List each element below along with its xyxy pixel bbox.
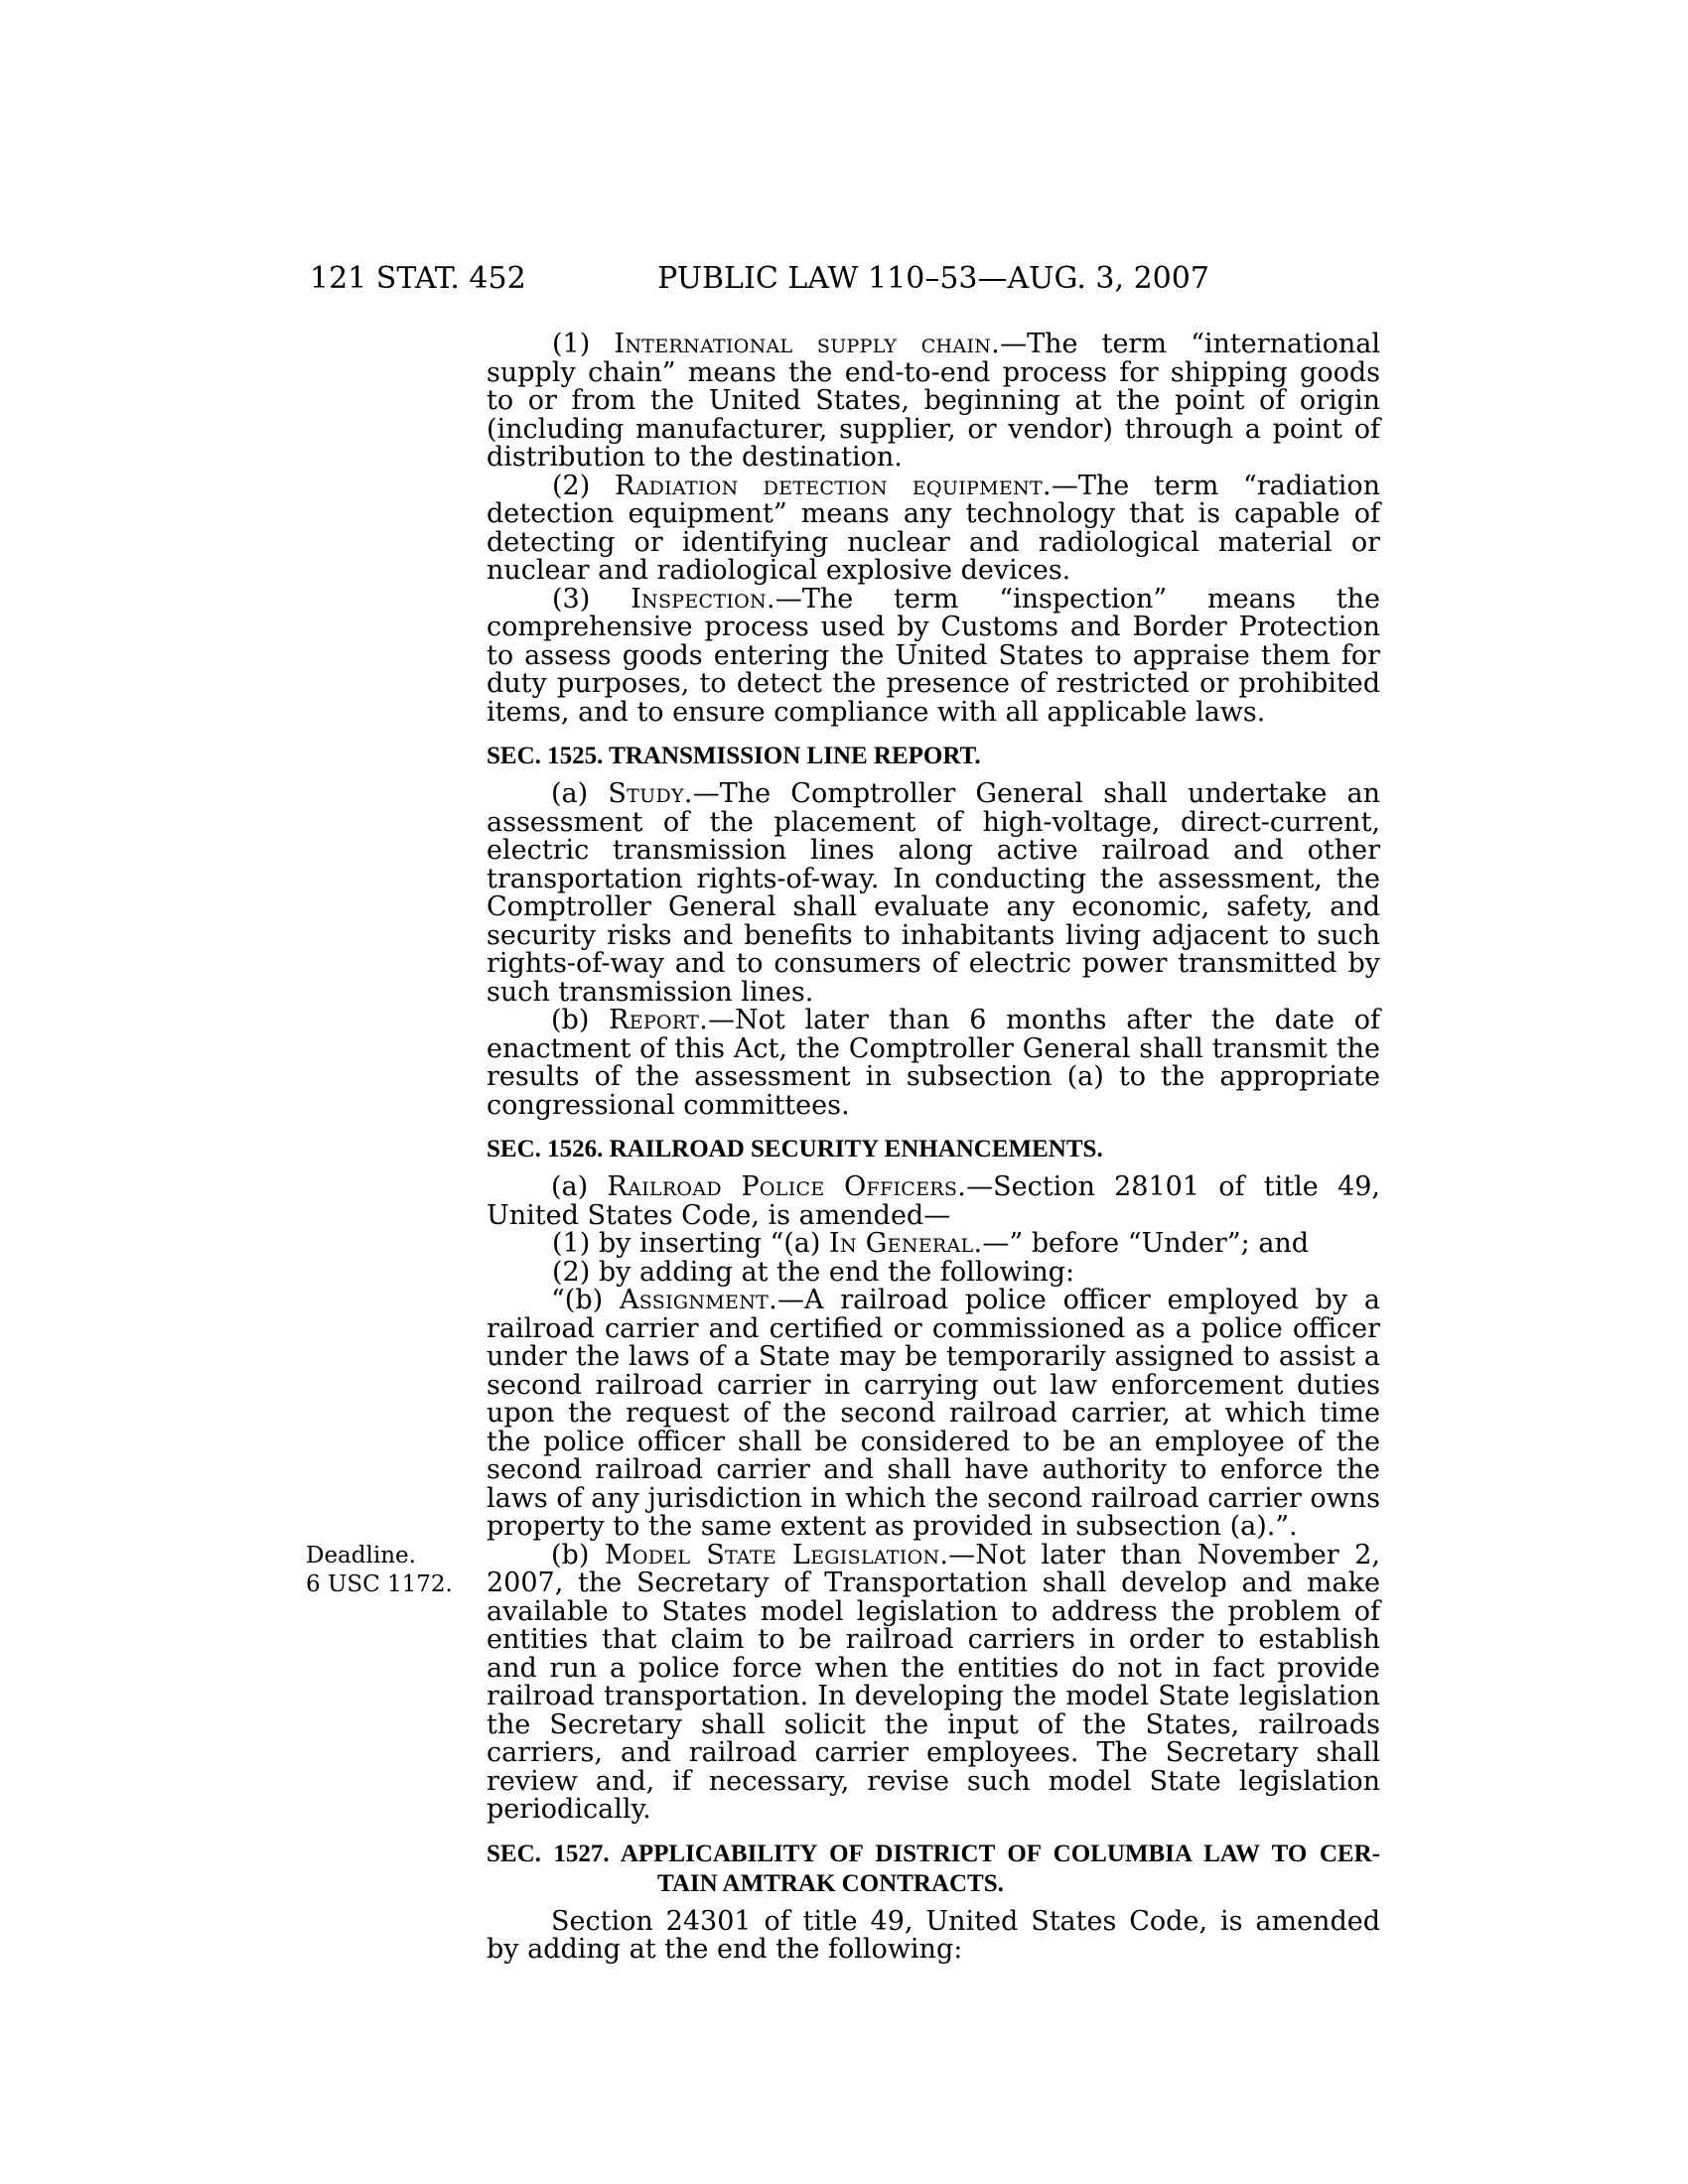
para-body-text: —The term “radiation detection equipment” means any technology that is capable of detecting or identifying nuclear and radiological material or nuclear and radiological explosive devices. bbox=[487, 470, 1380, 586]
heading-sec-1526: SEC. 1526. RAILROAD SECURITY ENHANCEMENTS. bbox=[487, 1136, 1103, 1162]
para-1526a-railroad-police-officers bbox=[487, 1173, 1380, 1230]
para-def-inspection bbox=[487, 583, 1381, 728]
subsection-term-small-caps: Report. bbox=[609, 1005, 708, 1035]
margin-note-deadline: Deadline. bbox=[306, 1542, 416, 1569]
para-1525b-report bbox=[487, 1007, 1380, 1120]
para-1527-section-24301 bbox=[487, 1905, 1380, 1965]
para-number: (b) bbox=[551, 1539, 605, 1570]
subsection-term-small-caps: Railroad Police Officers. bbox=[607, 1171, 967, 1202]
heading-line-2: TAIN AMTRAK CONTRACTS. bbox=[657, 1869, 1004, 1897]
para-1525a-study bbox=[487, 780, 1380, 1007]
subsection-term-small-caps: Study. bbox=[608, 778, 693, 809]
para-number: (a) bbox=[551, 1171, 608, 1202]
subsection-term-small-caps: Model State Legislation. bbox=[604, 1539, 949, 1570]
defined-term-small-caps: Radiation detection equipment. bbox=[614, 470, 1052, 501]
para-number: (2) bbox=[552, 470, 615, 501]
para-body-text: —The Comptroller General shall undertake an assessment of the placement of high-voltage, direct-current, electric transmission lines along active railroad and other transportation rights-of-way. In conducting the assessment, the Comptroller General shall evaluate any economic, safety, and security risks and benefits to inhabitants living adjacent to such rights-of-way and to consumers of electric power transmitted by such transmission lines. bbox=[487, 778, 1380, 1008]
para-body-text: —Not later than 6 months after the date of enactment of this Act, the Comptroller General shall transmit the results of the assessment in subsection (a) to the appropriate congressional committees. bbox=[487, 1005, 1380, 1121]
para-body-text: —Section 28101 of title 49, United States Code, is amended— bbox=[487, 1171, 1380, 1231]
para-body-text: Section 24301 of title 49, United States Code, is amended by adding at the end the following: bbox=[487, 1905, 1380, 1965]
para-body-text: —” before “Under”; and bbox=[982, 1228, 1310, 1259]
para-body-text: —The term “inspection” means the comprehensive process used by Customs and Border Protection to assess goods entering the United States to appraise them for duty purposes, to detect the presence of restricted or prohibited items, and to ensure compliance with all applicable laws. bbox=[487, 583, 1381, 728]
heading-sec-1527 bbox=[487, 1840, 1380, 1899]
para-body-text: (2) by adding at the end the following: bbox=[552, 1256, 1075, 1288]
para-number: (a) bbox=[551, 778, 609, 809]
para-body-text: —The term “international supply chain” means the end-to-end process for shipping goods to or from the United States, beginning at the point of origin (including manufacturer, supplier, or vendor) through a point of distribution to the destination. bbox=[487, 329, 1380, 473]
public-law-running-head: PUBLIC LAW 110–53—AUG. 3, 2007 bbox=[657, 261, 1209, 296]
para-number: (1) bbox=[552, 329, 615, 359]
para-number: (b) bbox=[551, 1005, 610, 1035]
para-number: “(b) bbox=[551, 1285, 620, 1315]
defined-term-small-caps: International supply chain. bbox=[614, 329, 1001, 359]
margin-note-usc-cite: 6 USC 1172. bbox=[306, 1570, 453, 1597]
subsection-term-small-caps: Assignment. bbox=[619, 1285, 777, 1315]
margin-note bbox=[306, 1542, 483, 1599]
stat-page-number: 121 STAT. 452 bbox=[310, 261, 526, 296]
para-number: (3) bbox=[552, 583, 632, 614]
para-def-radiation-detection-equipment bbox=[487, 470, 1380, 586]
heading-line-1: SEC. 1527. APPLICABILITY OF DISTRICT OF COLUMBIA LAW TO CER- bbox=[487, 1840, 1380, 1867]
para-body-text: —A railroad police officer employed by a railroad carrier and certified or commissioned as a police officer under the laws of a State may be temporarily assigned to assist a second railroad carrier in carrying out law enforcement duties upon the request of the second railroad carrier, at which time the police officer shall be considered to be an employee of the second railroad carrier and shall have authority to enforce the laws of any jurisdiction in which the second railroad carrier owns property to the same extent as provided in subsection (a).”. bbox=[487, 1285, 1380, 1542]
defined-term-small-caps: Inspection. bbox=[631, 583, 775, 614]
statute-text-column bbox=[306, 329, 1381, 1965]
para-body-text: —Not later than November 2, 2007, the Secretary of Transportation shall develop and make available to States model legislation to address the problem of entities that claim to be railroad carriers in order to establish and run a police force when the entities do not in fact provide railroad transportation. In developing the model State legislation the Secretary shall solicit the input of the States, railroads carriers, and railroad carrier employees. The Secretary shall review and, if necessary, revise such model State legislation periodically. bbox=[487, 1539, 1380, 1825]
para-1526b-model-state-legislation bbox=[306, 1539, 1380, 1825]
para-1526a1-amendment bbox=[487, 1230, 1380, 1259]
para-def-international-supply-chain bbox=[487, 331, 1380, 473]
heading-sec-1525: SEC. 1525. TRANSMISSION LINE REPORT. bbox=[487, 743, 981, 769]
para-body-text: (1) by inserting “(a) bbox=[552, 1228, 830, 1259]
quoted-term-small-caps: In General. bbox=[829, 1228, 983, 1259]
para-1526a2-amendment bbox=[487, 1256, 1380, 1288]
para-1526b-assignment-quoted bbox=[487, 1287, 1380, 1542]
